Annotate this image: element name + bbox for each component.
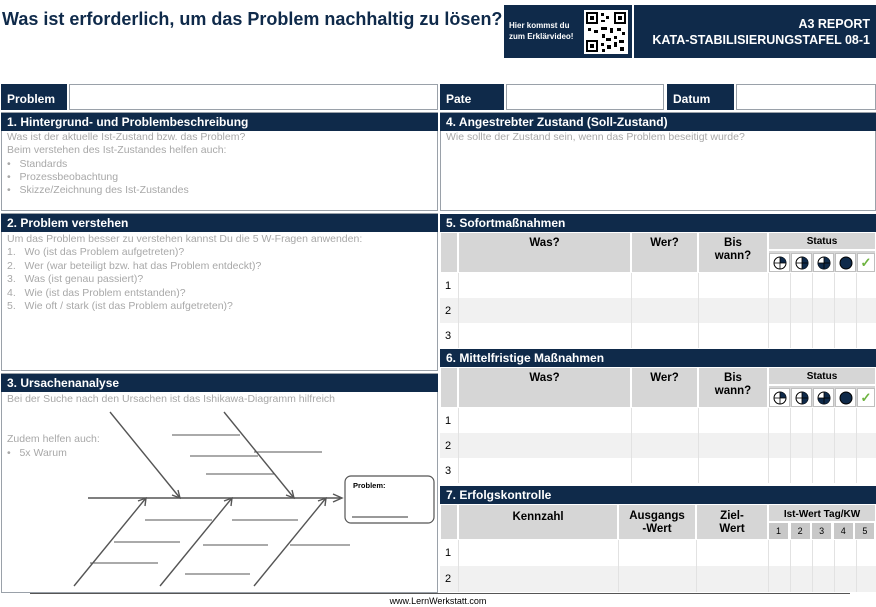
s3-line-1: Bei der Suche nach den Ursachen ist das Ishikawa-Diagramm hilfreich	[7, 393, 335, 405]
s6-row-1[interactable]	[440, 408, 876, 433]
s7-day-4: 4	[833, 522, 854, 540]
s2-item-2: 2. Wer (war beteiligt bzw. hat das Problem entdeckt)?	[7, 260, 262, 272]
s3-bullet: • 5x Warum	[7, 447, 67, 459]
s2-intro: Um das Problem besser zu verstehen kannst Du die 5 W-Fragen anwenden:	[7, 233, 363, 245]
pate-label: Pate	[440, 84, 504, 110]
s1-line-2: Beim verstehen des Ist-Zustandes helfen auch:	[7, 144, 227, 156]
qr-text-line2: zum Erklärvideo!	[509, 32, 574, 41]
s7-row-2[interactable]	[440, 566, 876, 592]
grid-divider	[768, 540, 769, 592]
grid-divider	[631, 408, 632, 483]
s7-col-ist: Ist-Wert Tag/KW	[768, 504, 876, 522]
s6-row-2-num: 2	[445, 440, 452, 452]
s5-col-num	[440, 232, 458, 273]
grid-divider	[856, 408, 857, 483]
grid-divider	[458, 408, 459, 483]
page-title: Was ist erforderlich, um das Problem nachhaltig zu lösen?	[2, 9, 503, 29]
s5-col-status: Status	[768, 232, 876, 250]
s2-item-1: 1. Wo (ist das Problem aufgetreten)?	[7, 246, 185, 258]
section-5-title: 5. Sofortmaßnahmen	[440, 214, 876, 232]
s6-row-3[interactable]	[440, 458, 876, 483]
s5-row-2[interactable]	[440, 298, 876, 323]
grid-divider	[834, 540, 835, 592]
grid-divider	[458, 273, 459, 348]
s6-row-3-num: 3	[445, 465, 452, 477]
s6-half-circle-icon	[791, 388, 812, 407]
grid-divider	[458, 540, 459, 592]
ishikawa-problem-label: Problem:	[353, 481, 386, 490]
s7-col-kennzahl: Kennzahl	[458, 504, 618, 540]
grid-divider	[631, 273, 632, 348]
s5-half-circle-icon	[791, 253, 812, 272]
s5-three-quarter-circle-icon	[813, 253, 834, 272]
grid-divider	[790, 408, 791, 483]
s5-row-3[interactable]	[440, 323, 876, 348]
problem-label: Problem	[1, 84, 67, 110]
s3-line-2: Zudem helfen auch:	[7, 433, 100, 445]
s6-full-circle-icon	[835, 388, 856, 407]
s5-quarter-circle-icon	[769, 253, 790, 272]
s1-bullet-1: • Standards	[7, 158, 68, 170]
s6-quarter-circle-icon	[769, 388, 790, 407]
grid-divider	[856, 540, 857, 592]
s6-col-was: Was?	[458, 367, 631, 408]
s2-item-4: 4. Wie (ist das Problem entstanden)?	[7, 287, 186, 299]
s6-col-status: Status	[768, 367, 876, 385]
s7-row-1[interactable]	[440, 540, 876, 566]
grid-divider	[698, 273, 699, 348]
grid-divider	[618, 540, 619, 592]
s2-item-5: 5. Wie oft / stark (ist das Problem aufgetreten)?	[7, 300, 233, 312]
grid-divider	[768, 273, 769, 348]
s5-col-was: Was?	[458, 232, 631, 273]
s5-row-1-num: 1	[445, 280, 452, 292]
s5-row-3-num: 3	[445, 330, 452, 342]
s6-row-1-num: 1	[445, 415, 452, 427]
grid-divider	[856, 273, 857, 348]
report-line1: A3 REPORT	[798, 17, 870, 31]
qr-text-line1: Hier kommst du	[509, 21, 570, 30]
section-7-title: 7. Erfolgskontrolle	[440, 486, 876, 504]
s5-col-bis: Bis wann?	[698, 232, 768, 273]
grid-divider	[834, 408, 835, 483]
s5-check-icon: ✓	[857, 253, 875, 272]
footer-line	[30, 593, 850, 594]
s5-row-2-num: 2	[445, 305, 452, 317]
s4-hint: Wie sollte der Zustand sein, wenn das Problem beseitigt wurde?	[446, 131, 745, 143]
grid-divider	[812, 540, 813, 592]
footer-url[interactable]: www.LernWerkstatt.com	[389, 596, 487, 606]
s7-day-2: 2	[790, 522, 811, 540]
s7-day-3: 3	[811, 522, 832, 540]
s6-col-wer: Wer?	[631, 367, 698, 408]
s7-col-ziel: Ziel- Wert	[696, 504, 768, 540]
s1-bullet-2: • Prozessbeobachtung	[7, 171, 119, 183]
s7-row-1-num: 1	[445, 547, 452, 559]
s6-check-icon: ✓	[857, 388, 875, 407]
s1-bullet-3: • Skizze/Zeichnung des Ist-Zustandes	[7, 184, 189, 196]
s5-row-1[interactable]	[440, 273, 876, 298]
grid-divider	[812, 408, 813, 483]
s6-row-2[interactable]	[440, 433, 876, 458]
section-2-title: 2. Problem verstehen	[1, 214, 438, 232]
s5-full-circle-icon	[835, 253, 856, 272]
grid-divider	[768, 408, 769, 483]
grid-divider	[790, 273, 791, 348]
grid-divider	[698, 408, 699, 483]
grid-divider	[790, 540, 791, 592]
s7-day-1: 1	[768, 522, 789, 540]
s6-col-bis: Bis wann?	[698, 367, 768, 408]
s7-col-num	[440, 504, 458, 540]
grid-divider	[696, 540, 697, 592]
s7-col-ausgang: Ausgangs -Wert	[618, 504, 696, 540]
report-line2: KATA-STABILISIERUNGSTAFEL 08-1	[652, 33, 870, 47]
s6-three-quarter-circle-icon	[813, 388, 834, 407]
s7-day-5: 5	[854, 522, 875, 540]
s6-col-num	[440, 367, 458, 408]
grid-divider	[812, 273, 813, 348]
section-6-title: 6. Mittelfristige Maßnahmen	[440, 349, 876, 367]
datum-label: Datum	[667, 84, 734, 110]
grid-divider	[834, 273, 835, 348]
section-1-title: 1. Hintergrund- und Problembeschreibung	[1, 113, 438, 131]
s7-row-2-num: 2	[445, 573, 452, 585]
section-3-title: 3. Ursachenanalyse	[1, 374, 438, 392]
s1-line-1: Was ist der aktuelle Ist-Zustand bzw. das Problem?	[7, 131, 246, 143]
section-4-title: 4. Angestrebter Zustand (Soll-Zustand)	[440, 113, 876, 131]
s2-item-3: 3. Was (ist genau passiert)?	[7, 273, 144, 285]
s5-col-wer: Wer?	[631, 232, 698, 273]
